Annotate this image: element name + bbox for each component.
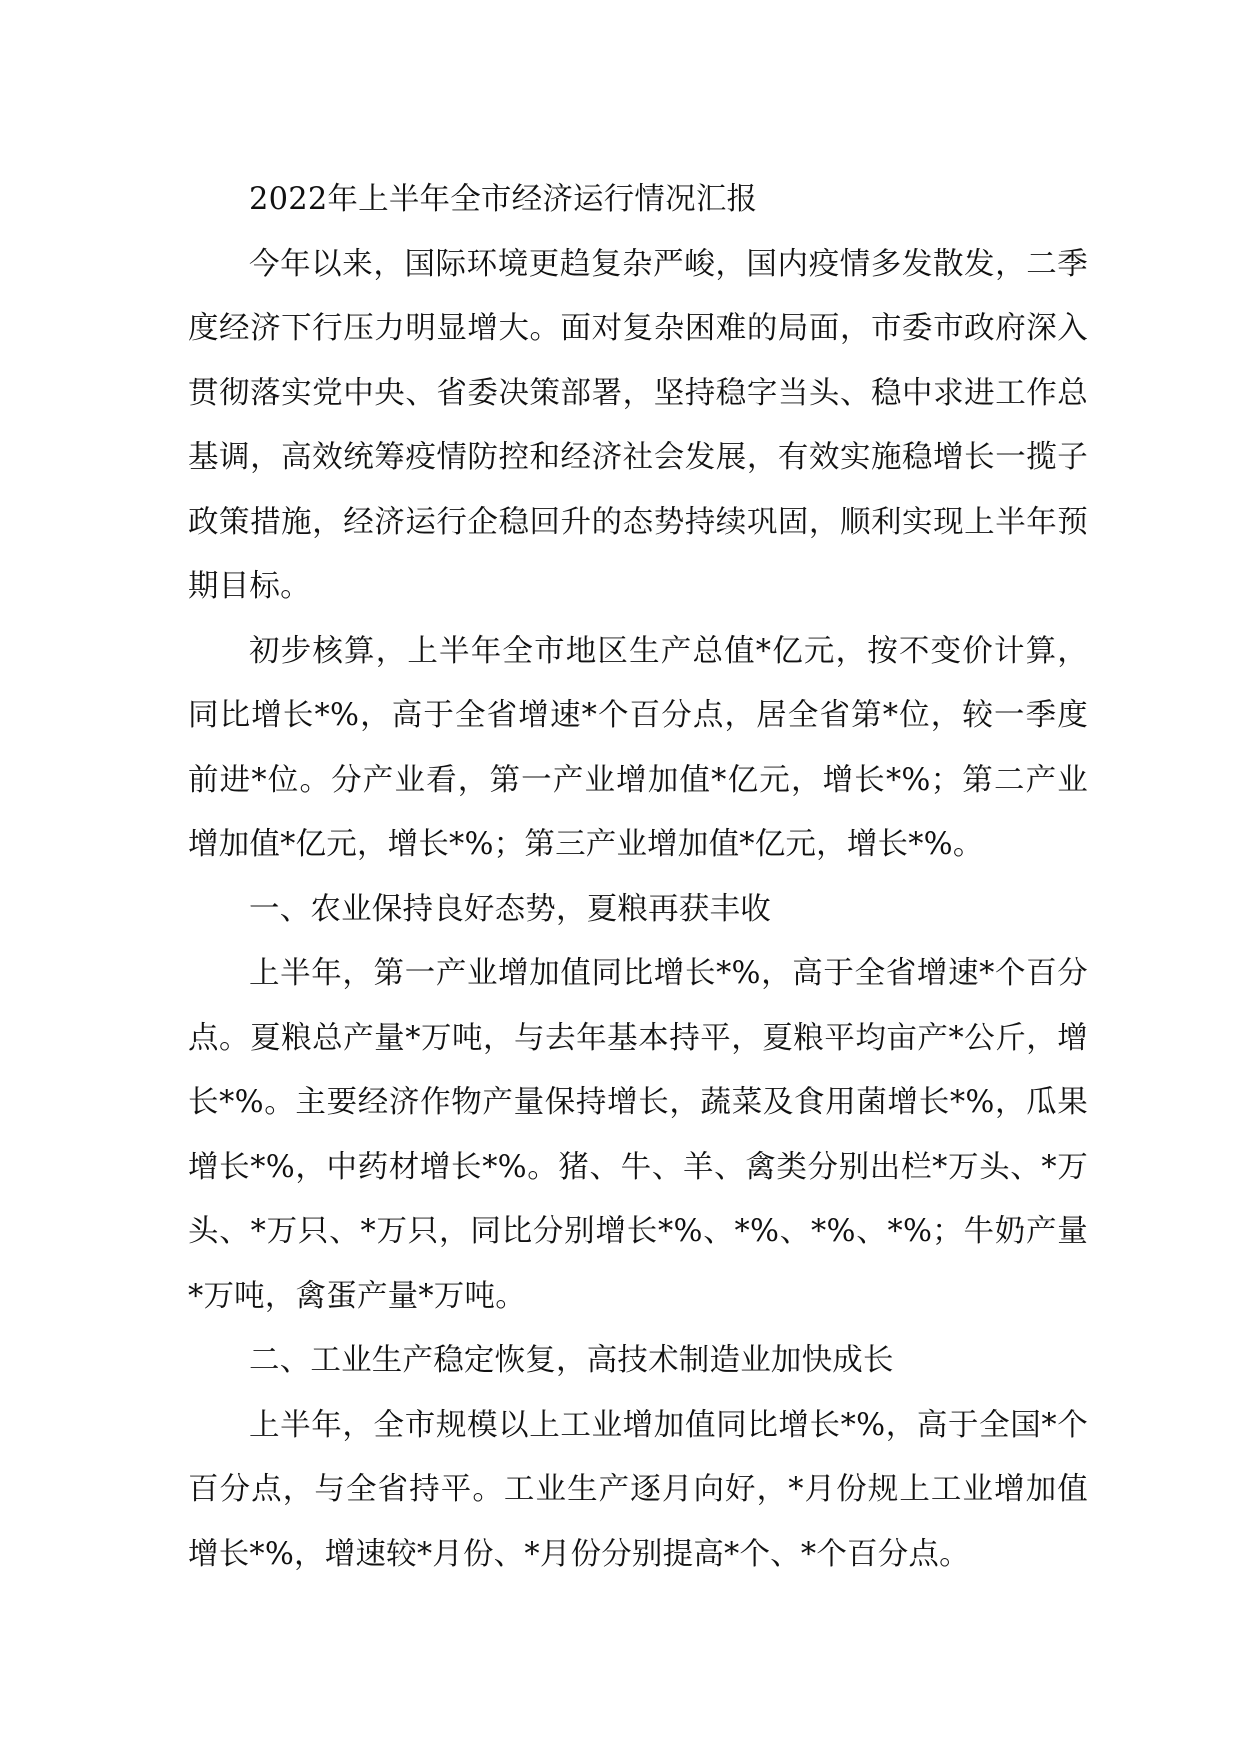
paragraph-intro: 今年以来，国际环境更趋复杂严峻，国内疫情多发散发，二季度经济下行压力明显增大。面对复杂困难的局面，市委市政府深入贯彻落实党中央、省委决策部署，坚持稳字当头、稳中求进工作总基调，高效统筹疫情防控和经济社会发展，有效实施稳增长一揽子政策措施，经济运行企稳回升的态势持续巩固，顺利实现上半年预期目标。 xyxy=(188,246,1088,604)
section-heading-agriculture: 一、农业保持良好态势，夏粮再获丰收 xyxy=(249,891,771,927)
document-title: 2022年上半年全市经济运行情况汇报 xyxy=(249,182,758,217)
paragraph-agriculture: 上半年，第一产业增加值同比增长*%，高于全省增速*个百分点。夏粮总产量*万吨，与去年基本持平，夏粮平均亩产*公斤，增长*%。主要经济作物产量保持增长，蔬菜及食用菌增长*%，瓜果增长*%，中药材增长*%。猪、牛、羊、禽类分别出栏*万头、*万头、*万只、*万只，同比分别增长*%、*%、*%、*%；牛奶产量*万吨，禽蛋产量*万吨。 xyxy=(188,956,1088,1314)
document-body xyxy=(188,168,1088,1587)
paragraph-industry: 上半年，全市规模以上工业增加值同比增长*%，高于全国*个百分点，与全省持平。工业生产逐月向好，*月份规上工业增加值增长*%，增速较*月份、*月份分别提高*个、*个百分点。 xyxy=(188,1407,1088,1572)
section-heading-industry: 二、工业生产稳定恢复，高技术制造业加快成长 xyxy=(249,1343,894,1378)
paragraph-gdp-summary: 初步核算，上半年全市地区生产总值*亿元，按不变价计算，同比增长*%，高于全省增速*个百分点，居全省第*位，较一季度前进*位。分产业看，第一产业增加值*亿元，增长*%；第二产业增加值*亿元，增长*%；第三产业增加值*亿元，增长*%。 xyxy=(188,633,1088,862)
